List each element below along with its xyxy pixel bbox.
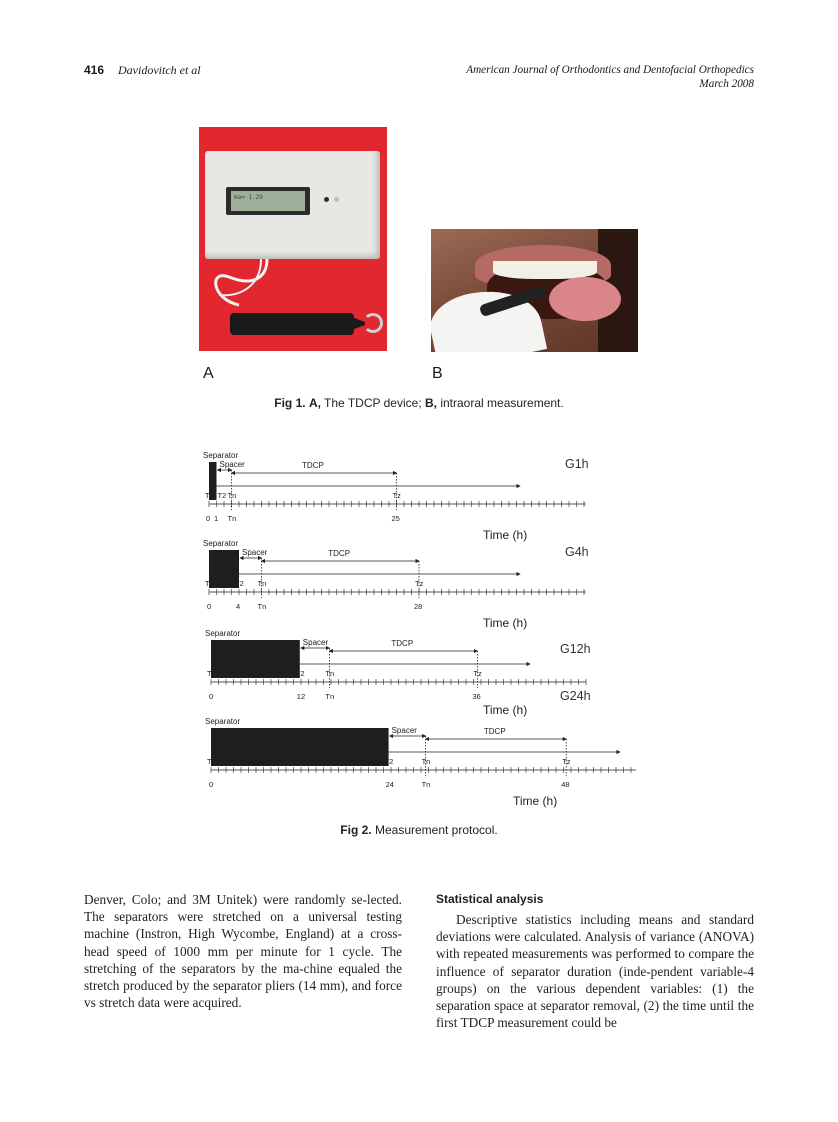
body-column-left (84, 891, 402, 1011)
figure1-caption (0, 396, 838, 410)
time-axis-label: Time (h) (483, 703, 528, 717)
probe-hook-icon (363, 313, 383, 333)
tick-label: 0 (209, 692, 214, 701)
tdcp-label: TDCP (328, 549, 351, 558)
time-axis-label: Time (h) (483, 616, 528, 630)
panel-label-a: A (203, 365, 214, 382)
group-name-g4h: G4h (565, 545, 589, 559)
event-label-t1: T1 (205, 491, 214, 500)
event-label-t2: T2 (217, 491, 227, 500)
separator-label: Separator (205, 717, 241, 726)
body-paragraph-right: Descriptive statistics including means and standard deviations were calculated. Analysis of variance (ANOVA) with repeated measurements was performed to compare the influence of separator duration (inde-pendent variable-4 groups) on the various dependent variables: (1) the separation space at separator removal, (2) the time until the first TDCP measurement could be (436, 912, 754, 1031)
separator-label: Separator (203, 539, 239, 548)
tdcp-label: TDCP (483, 727, 506, 736)
event-label-tz: Tz (473, 669, 482, 678)
panel-label-b: B (432, 365, 443, 382)
event-label-t1: T1 (207, 757, 216, 766)
section-heading: Statistical analysis (436, 892, 544, 906)
separator-bar (211, 640, 300, 678)
group-name-g12h: G12h (560, 642, 591, 656)
event-label-tn: Tn (227, 491, 237, 500)
event-label-t2: T2 (295, 669, 305, 678)
spacer-label: Spacer (242, 548, 268, 557)
probe-handle (230, 313, 354, 335)
figure2-caption (0, 823, 838, 837)
tdcp-label: TDCP (302, 461, 324, 470)
group-name-g1h: G1h (565, 457, 589, 471)
time-axis-label: Time (h) (513, 794, 558, 808)
tick-label: Tn (421, 780, 431, 789)
figure1-caption-b: B, (425, 396, 437, 410)
tick-label: 36 (472, 692, 481, 701)
tick-label: 0 (207, 602, 212, 611)
figure1-panel-a-photo (199, 127, 387, 351)
figure1-caption-text2: intraoral measurement. (437, 396, 564, 410)
event-label-tn: Tn (325, 669, 335, 678)
separator-label: Separator (203, 451, 239, 460)
tick-label: 0 (209, 780, 214, 789)
figure1-caption-a: A, (308, 396, 321, 410)
tick-label: Tn (325, 692, 335, 701)
spacer-label: Spacer (302, 638, 329, 647)
spacer-label: Spacer (219, 460, 245, 469)
tick-label: 1 (214, 514, 219, 523)
time-axis-label: Time (h) (483, 528, 528, 542)
tick-label: 48 (561, 780, 570, 789)
event-label-tz: Tz (562, 757, 571, 766)
tick-label: 4 (236, 602, 241, 611)
tdcp-label: TDCP (391, 639, 414, 648)
tongue (549, 277, 621, 321)
event-label-t2: T2 (384, 757, 394, 766)
figure2-caption-text: Measurement protocol. (371, 823, 498, 837)
event-label-t1: T1 (205, 579, 214, 588)
journal-date: March 2008 (699, 78, 754, 90)
event-label-tn: Tn (421, 757, 431, 766)
figure2-timeline-chart (190, 446, 650, 816)
separator-bar (211, 728, 389, 766)
journal-title: American Journal of Orthodontics and Dentofacial Orthopedics (466, 64, 754, 76)
journal-info (466, 63, 754, 91)
figure1-panel-b-photo (431, 229, 638, 352)
running-head (84, 63, 754, 93)
event-label-tn: Tn (257, 579, 267, 588)
tick-label: 24 (385, 780, 394, 789)
body-paragraph-left: Denver, Colo; and 3M Unitek) were randomly se-lected. The separators were stretched on a universal testing machine (Instron, High Wycombe, England) at a cross-head speed of 1000 mm per minute for 1 cycle. The stretching of the separators by the ma-chine equaled the stretch produced by the separator pliers (14 mm), and force vs stretch data were acquired. (84, 892, 402, 1011)
figure2-caption-label: Fig 2. (340, 823, 372, 837)
tick-label: 12 (296, 692, 306, 701)
group-name-g24h: G24h (560, 689, 591, 703)
body-column-right (436, 891, 754, 1031)
event-label-tz: Tz (415, 579, 424, 588)
figure1-caption-text1: The TDCP device; (320, 396, 425, 410)
tick-label: 25 (391, 514, 400, 523)
page-number: 416 (84, 63, 105, 77)
figure1-caption-label: Fig 1. (274, 396, 306, 410)
spacer-label: Spacer (391, 726, 417, 735)
tick-label: 28 (414, 602, 423, 611)
device-display-readout: ma= 1.29 (231, 191, 305, 211)
author-line: Davidovitch et al (118, 63, 201, 77)
separator-label: Separator (205, 629, 241, 638)
tick-label: Tn (227, 514, 237, 523)
event-label-t2: T2 (235, 579, 244, 588)
tick-label: 0 (206, 514, 211, 523)
event-label-tz: Tz (392, 491, 401, 500)
event-label-t1: T1 (207, 669, 216, 678)
tick-label: Tn (257, 602, 267, 611)
